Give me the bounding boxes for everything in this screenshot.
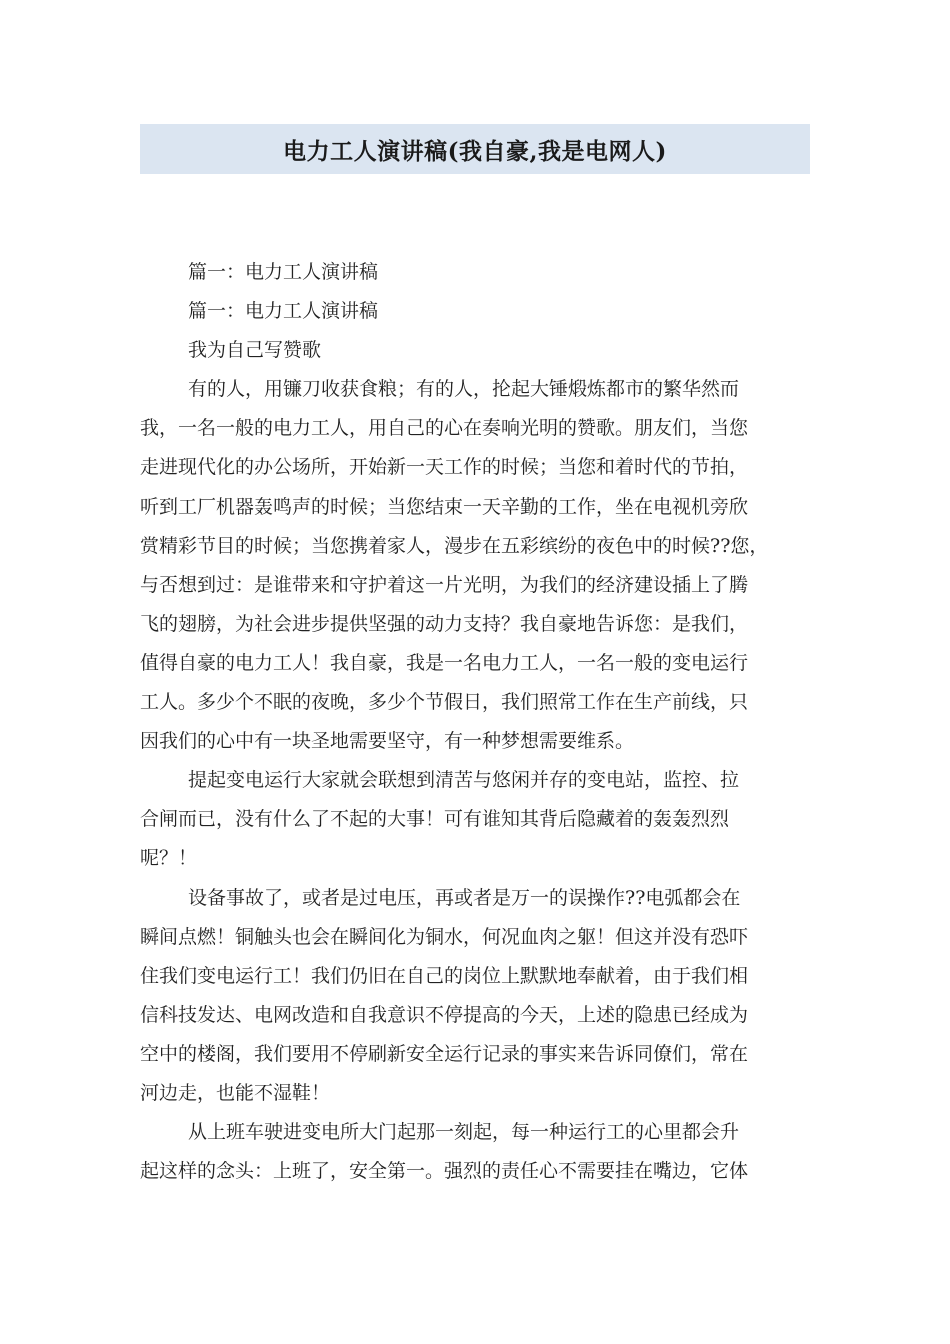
text-line: 我，一名一般的电力工人，用自己的心在奏响光明的赞歌。朋友们，当您 xyxy=(140,417,749,440)
text-line: 呢？！ xyxy=(140,847,198,870)
text-line: 篇一：电力工人演讲稿 xyxy=(188,261,379,283)
text-line: 设备事故了，或者是过电压，再或者是万一的误操作??电弧都会在 xyxy=(188,886,741,909)
text-line: 空中的楼阁，我们要用不停刷新安全运行记录的事实来告诉同僚们，常在 xyxy=(140,1042,749,1065)
text-line: 因我们的心中有一块圣地需要坚守，有一种梦想需要维系。 xyxy=(140,730,635,753)
document-title: 电力工人演讲稿(我自豪,我是电网人) xyxy=(283,137,667,165)
text-line: 河边走，也能不湿鞋！ xyxy=(140,1081,331,1104)
text-line: 飞的翅膀，为社会进步提供坚强的动力支持？我自豪地告诉您：是我们， xyxy=(140,612,749,635)
text-line: 值得自豪的电力工人！我自豪，我是一名电力工人，一名一般的变电运行 xyxy=(140,651,749,674)
text-line: 信科技发达、电网改造和自我意识不停提高的今天，上述的隐患已经成为 xyxy=(140,1003,749,1026)
text-line: 从上班车驶进变电所大门起那一刻起，每一种运行工的心里都会升 xyxy=(188,1121,740,1144)
text-line: 篇一：电力工人演讲稿 xyxy=(188,300,379,323)
text-line: 合闸而已，没有什么了不起的大事！可有谁知其背后隐藏着的轰轰烈烈 xyxy=(140,808,730,831)
text-line: 瞬间点燃！铜触头也会在瞬间化为铜水，何况血肉之躯！但这并没有恐吓 xyxy=(140,925,749,948)
title-banner xyxy=(140,124,810,174)
text-line: 起这样的念头：上班了，安全第一。强烈的责任心不需要挂在嘴边，它体 xyxy=(140,1160,749,1183)
text-line: 走进现代化的办公场所，开始新一天工作的时候；当您和着时代的节拍， xyxy=(140,456,749,479)
text-line: 提起变电运行大家就会联想到清苦与悠闲并存的变电站，监控、拉 xyxy=(188,769,740,792)
text-line: 我为自己写赞歌 xyxy=(188,339,322,362)
text-line: 有的人，用镰刀收获食粮；有的人，抡起大锤煅炼都市的繁华然而 xyxy=(188,378,740,401)
document-body xyxy=(140,253,810,1191)
text-line: 住我们变电运行工！我们仍旧在自己的岗位上默默地奉献着，由于我们相 xyxy=(140,964,749,987)
text-line: 听到工厂机器轰鸣声的时候；当您结束一天辛勤的工作，坐在电视机旁欣 xyxy=(140,495,749,518)
text-line: 与否想到过：是谁带来和守护着这一片光明，为我们的经济建设插上了腾 xyxy=(140,573,749,596)
text-line: 工人。多少个不眠的夜晚，多少个节假日，我们照常工作在生产前线，只 xyxy=(140,691,749,714)
text-line: 赏精彩节目的时候；当您携着家人，漫步在五彩缤纷的夜色中的时候??您， xyxy=(140,534,769,557)
